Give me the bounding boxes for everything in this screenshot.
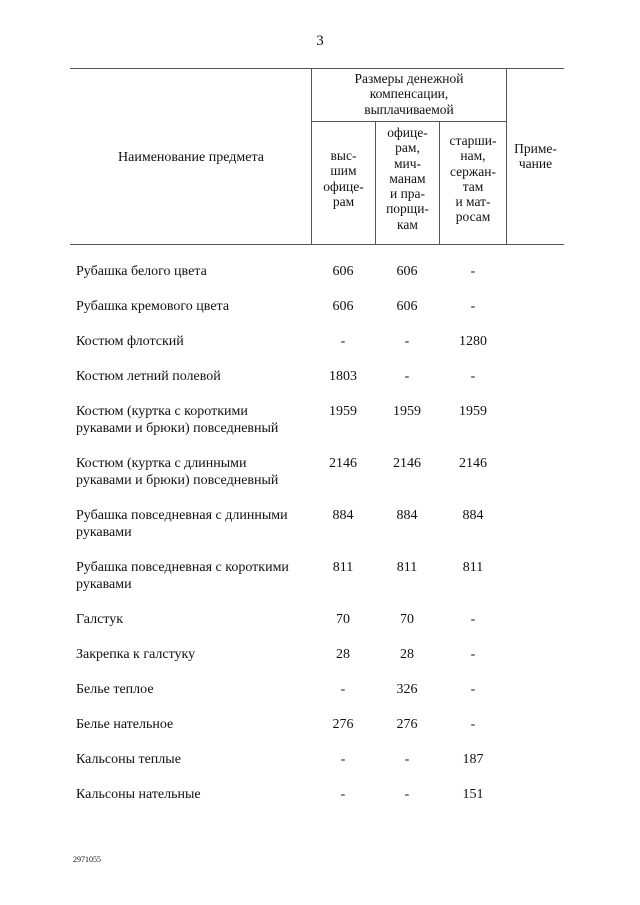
row-item-name — [76, 403, 306, 437]
header-group-line: компенсации, — [369, 86, 449, 102]
row-value-sergeants: 811 — [462, 560, 484, 575]
header-line: выс- — [330, 148, 357, 163]
row-item-name-line: рукавами и брюки) повседневный — [76, 421, 279, 436]
header-group — [313, 71, 505, 117]
header-line: офице- — [387, 125, 428, 140]
header-line: шим — [330, 163, 357, 179]
header-bottom-rule — [70, 244, 564, 245]
header-line: порщи- — [386, 201, 429, 217]
header-col-senior-officers — [312, 148, 375, 209]
row-value-senior-officers: 70 — [336, 612, 350, 627]
row-value-officers: 606 — [396, 264, 418, 279]
header-line: манам — [389, 170, 426, 186]
row-value-senior-officers: 1803 — [329, 369, 357, 384]
row-item-name-line: Рубашка повседневная с длинными — [76, 508, 288, 523]
row-item-name — [76, 716, 306, 733]
row-value-sergeants: 884 — [462, 508, 484, 523]
header-line: рам, — [395, 140, 420, 156]
row-item-name — [76, 455, 306, 489]
row-item-name — [76, 611, 306, 628]
row-value-sergeants: - — [470, 612, 476, 627]
row-value-sergeants: 187 — [462, 752, 484, 767]
header-group-line: выплачиваемой — [364, 101, 454, 117]
header-line: сержан- — [450, 163, 496, 179]
row-value-sergeants: 1959 — [459, 404, 487, 419]
row-value-officers: - — [404, 752, 410, 767]
row-item-name — [76, 263, 306, 280]
row-value-senior-officers: 1959 — [329, 404, 357, 419]
row-item-name — [76, 298, 306, 315]
header-line: и пра- — [389, 186, 426, 202]
row-value-officers: 326 — [396, 682, 418, 697]
header-note — [507, 141, 564, 172]
row-item-name-line: Костюм (куртка с длинными — [76, 456, 247, 471]
row-item-name — [76, 786, 306, 803]
header-line: старши- — [449, 133, 497, 148]
row-value-officers: 606 — [396, 299, 418, 314]
row-value-sergeants: 1280 — [459, 334, 487, 349]
header-line: чание — [518, 156, 553, 172]
row-value-senior-officers: 606 — [332, 264, 354, 279]
row-item-name — [76, 646, 306, 663]
page-number: 3 — [316, 33, 324, 49]
row-value-officers: 2146 — [393, 456, 421, 471]
row-value-officers: 1959 — [393, 404, 421, 419]
row-value-senior-officers: 2146 — [329, 456, 357, 471]
row-value-sergeants: 2146 — [459, 456, 487, 471]
row-value-senior-officers: - — [340, 682, 346, 697]
header-line: кам — [397, 216, 418, 232]
header-line: росам — [455, 209, 491, 225]
row-value-senior-officers: 811 — [332, 560, 354, 575]
row-value-senior-officers: 884 — [332, 508, 354, 523]
header-line: нам, — [460, 148, 486, 164]
row-value-senior-officers: - — [340, 334, 346, 349]
row-value-senior-officers: 606 — [332, 299, 354, 314]
row-item-name-line: Рубашка повседневная с короткими — [76, 560, 289, 575]
row-value-officers: 811 — [396, 560, 418, 575]
row-value-officers: 28 — [400, 647, 414, 662]
header-line: офице- — [323, 178, 364, 194]
header-line: и мат- — [455, 194, 491, 210]
row-value-officers: 70 — [400, 612, 414, 627]
row-item-name — [76, 751, 306, 768]
group-header-divider — [312, 121, 506, 122]
row-item-name-line: Рубашка белого цвета — [76, 264, 207, 279]
row-value-sergeants: - — [470, 717, 476, 732]
row-value-sergeants: - — [470, 369, 476, 384]
header-group-line: Размеры денежной — [354, 71, 464, 86]
row-value-sergeants: - — [470, 647, 476, 662]
row-value-senior-officers: 28 — [336, 647, 350, 662]
row-item-name-line: Белье нательное — [76, 717, 174, 732]
row-value-sergeants: - — [470, 682, 476, 697]
row-item-name-line: рукавами — [76, 525, 132, 540]
row-item-name-line: Костюм (куртка с короткими — [76, 404, 248, 419]
row-value-officers: 884 — [396, 508, 418, 523]
header-item-name: Наименование предмета — [118, 150, 264, 165]
row-item-name-line: Костюм летний полевой — [76, 369, 221, 384]
row-item-name-line: Кальсоны нательные — [76, 787, 201, 802]
row-value-senior-officers: 276 — [332, 717, 354, 732]
row-item-name-line: Галстук — [76, 612, 124, 627]
row-item-name-line: рукавами — [76, 577, 132, 592]
row-item-name-line: рукавами и брюки) повседневный — [76, 473, 279, 488]
row-value-officers: - — [404, 369, 410, 384]
row-value-senior-officers: - — [340, 752, 346, 767]
row-value-officers: 276 — [396, 717, 418, 732]
row-item-name-line: Костюм флотский — [76, 334, 184, 349]
row-item-name — [76, 559, 306, 593]
row-item-name — [76, 368, 306, 385]
row-item-name-line: Рубашка кремового цвета — [76, 299, 230, 314]
table-top-rule — [70, 68, 564, 69]
row-value-sergeants: - — [470, 264, 476, 279]
row-value-officers: - — [404, 787, 410, 802]
header-line: мич- — [393, 155, 422, 171]
row-item-name-line: Кальсоны теплые — [76, 752, 181, 767]
row-item-name — [76, 681, 306, 698]
header-line: Приме- — [514, 141, 557, 156]
row-item-name — [76, 507, 306, 541]
row-item-name-line: Белье теплое — [76, 682, 154, 697]
header-col-sergeants — [440, 133, 506, 225]
header-line: рам — [332, 193, 355, 209]
row-item-name — [76, 333, 306, 350]
document-code: 2971055 — [73, 855, 101, 864]
row-value-sergeants: - — [470, 299, 476, 314]
row-item-name-line: Закрепка к галстуку — [76, 647, 196, 662]
header-col-officers — [376, 125, 439, 232]
row-value-sergeants: 151 — [462, 787, 484, 802]
row-value-officers: - — [404, 334, 410, 349]
row-value-senior-officers: - — [340, 787, 346, 802]
header-line: там — [462, 178, 484, 194]
